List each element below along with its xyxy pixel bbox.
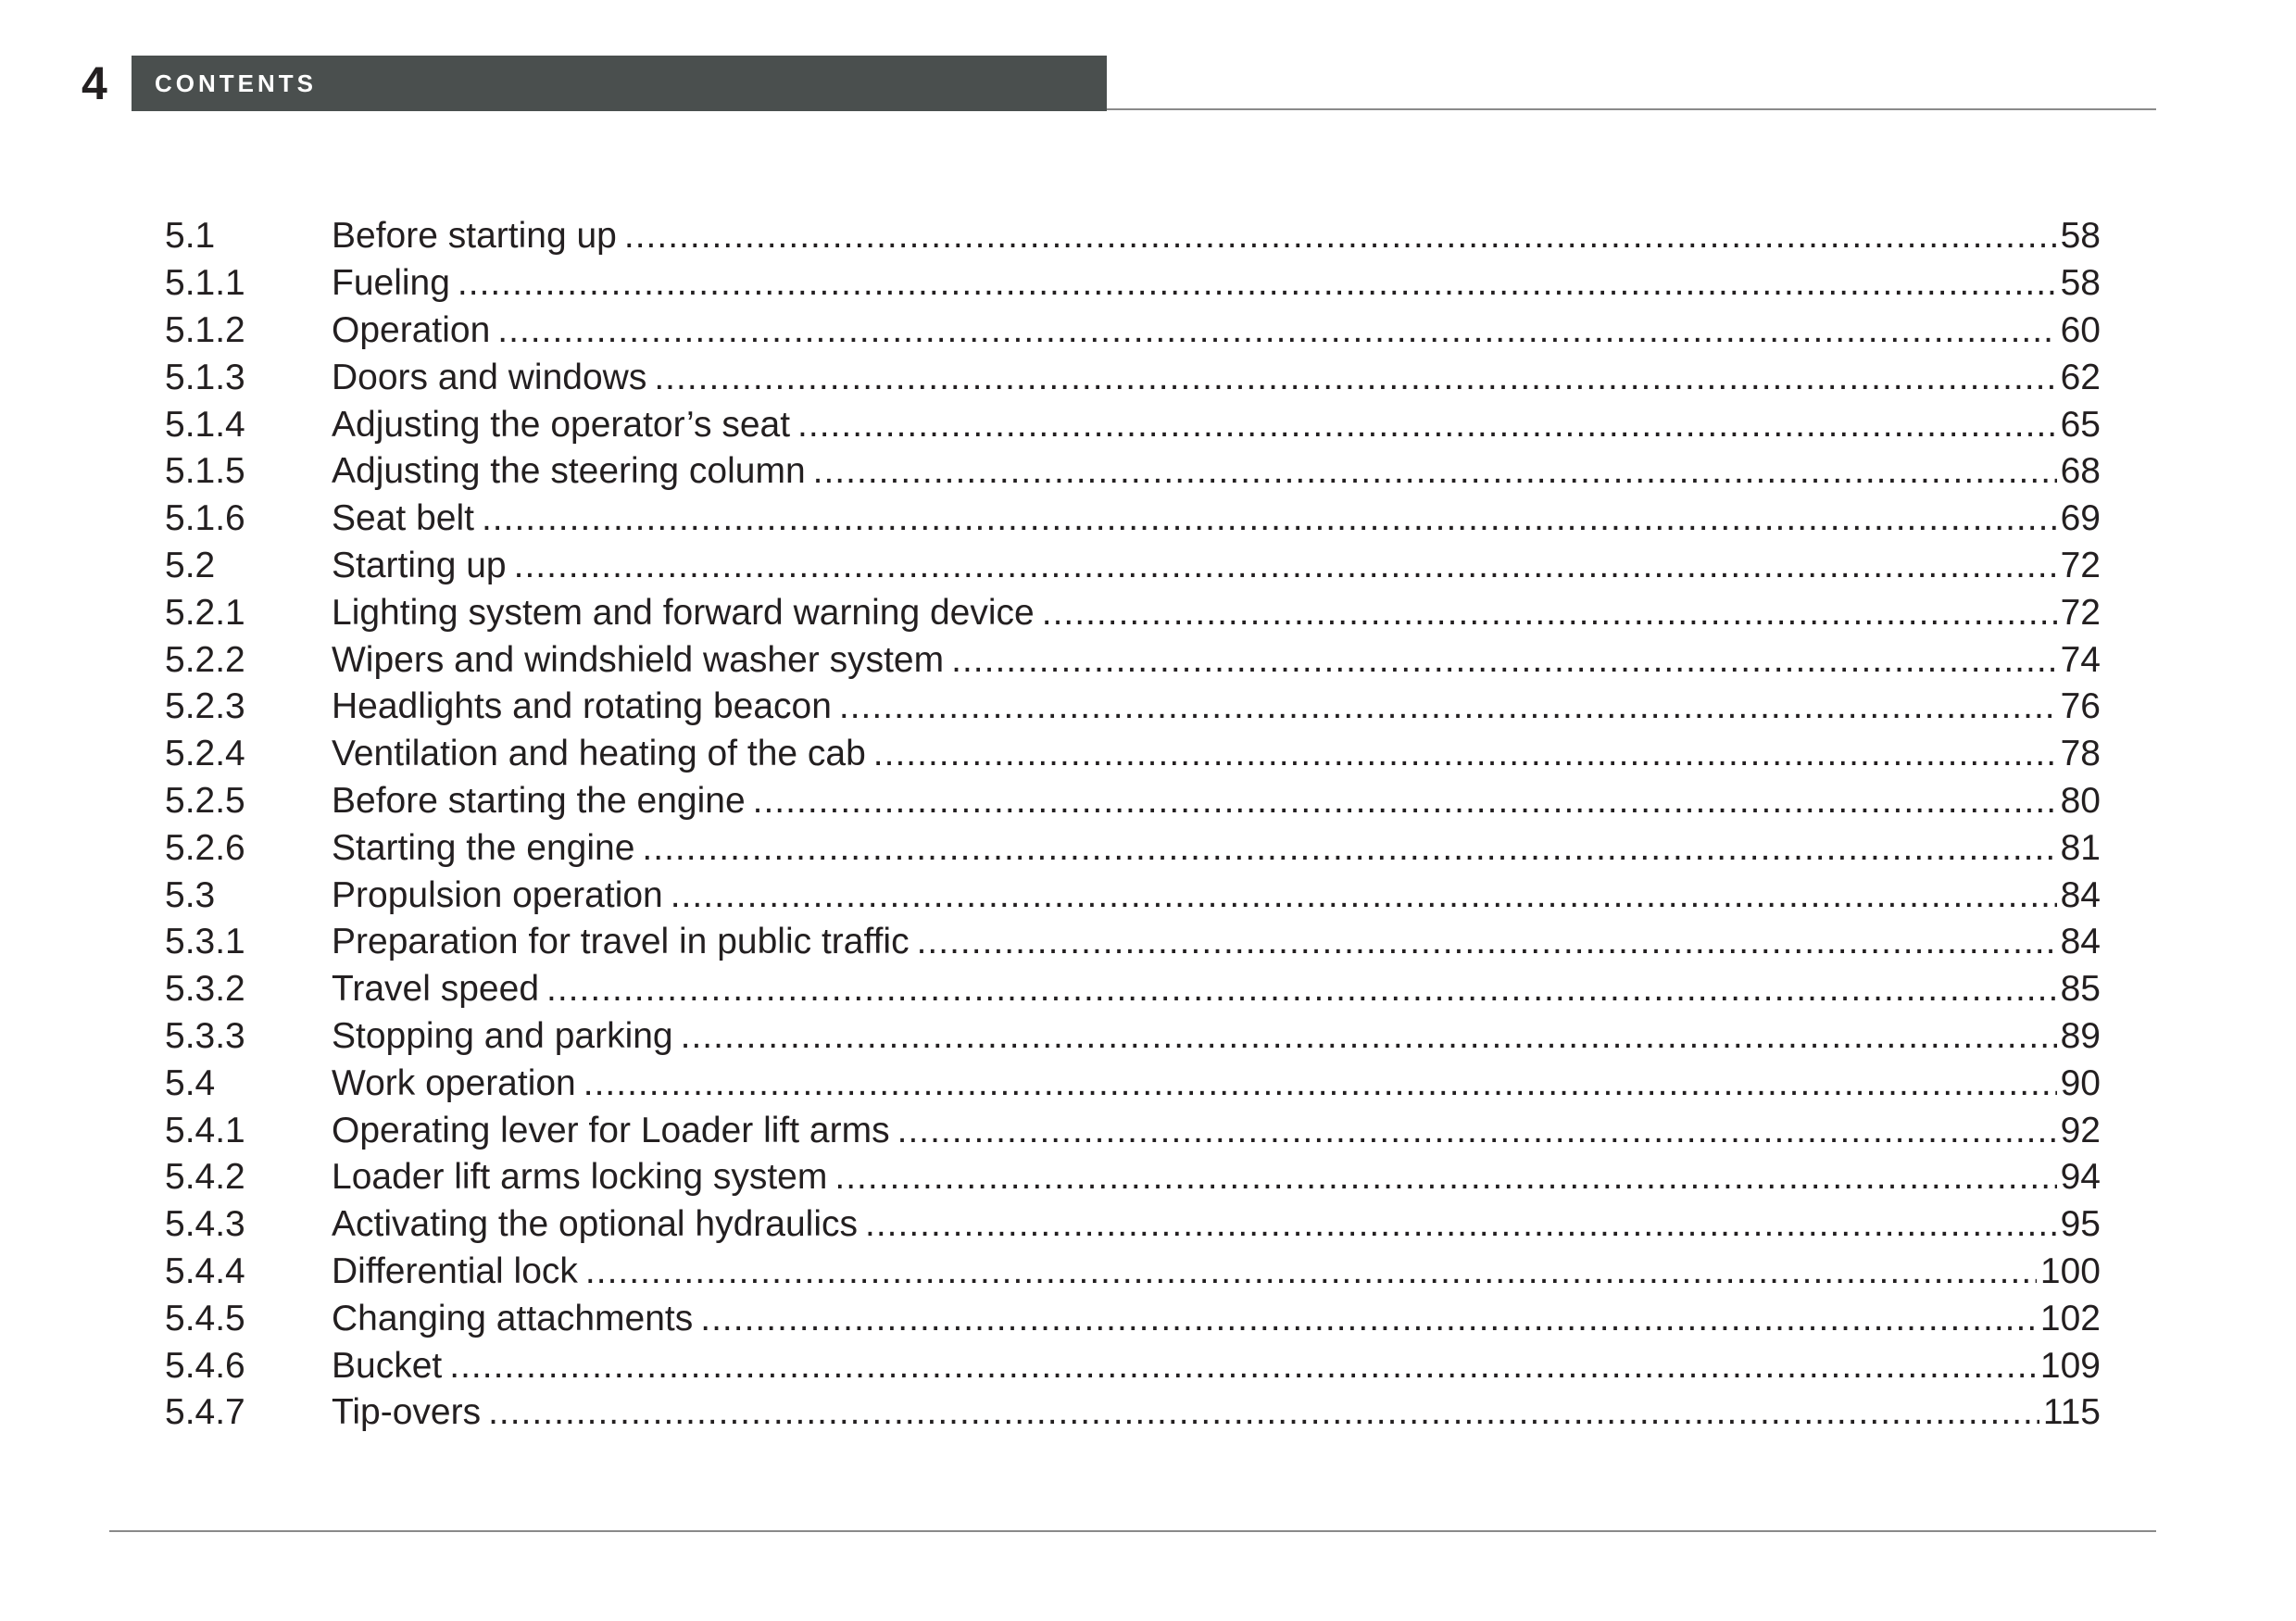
toc-entry-text xyxy=(332,686,2101,727)
toc-entry-text xyxy=(332,451,2101,492)
toc-entry-text xyxy=(332,1346,2101,1387)
page-number: 4 xyxy=(82,57,107,109)
toc-entry-number: 5.1.4 xyxy=(165,404,245,445)
section-header-bar xyxy=(132,56,1107,111)
toc-entry-page: 81 xyxy=(2060,827,2101,868)
toc-entry-number: 5.4.6 xyxy=(165,1345,245,1386)
toc-entry-text xyxy=(332,875,2101,916)
toc-leader-dots xyxy=(585,1251,2037,1292)
toc-entry-number: 5.2.1 xyxy=(165,592,245,633)
toc-entry-number: 5.1.3 xyxy=(165,357,245,397)
toc-entry[interactable] xyxy=(165,496,2101,543)
toc-entry-number: 5.2 xyxy=(165,545,216,585)
toc-entry-title: Wipers and windshield washer system xyxy=(332,639,945,680)
toc-entry[interactable] xyxy=(165,636,2101,684)
header-divider xyxy=(1107,108,2156,110)
toc-entry-number: 5.2.3 xyxy=(165,686,245,727)
toc-entry-page: 65 xyxy=(2060,404,2101,445)
toc-entry-page: 72 xyxy=(2060,592,2101,633)
toc-entry-title: Adjusting the steering column xyxy=(332,451,806,492)
toc-entry-number: 5.3 xyxy=(165,874,216,915)
toc-entry-text xyxy=(332,1392,2101,1433)
toc-entry-page: 84 xyxy=(2060,922,2101,962)
toc-entry-number: 5.1.6 xyxy=(165,498,245,539)
toc-entry-title: Preparation for travel in public traffic xyxy=(332,922,910,962)
toc-entry[interactable] xyxy=(165,824,2101,872)
toc-entry-text xyxy=(332,1016,2101,1057)
toc-leader-dots xyxy=(865,1204,2057,1245)
toc-entry[interactable] xyxy=(165,778,2101,825)
toc-entry-text xyxy=(332,546,2101,586)
toc-entry-page: 100 xyxy=(2039,1250,2101,1291)
toc-entry-title: Operating lever for Loader lift arms xyxy=(332,1110,890,1150)
toc-entry-page: 95 xyxy=(2060,1204,2101,1245)
toc-leader-dots xyxy=(654,358,2056,398)
toc-entry-text xyxy=(332,922,2101,962)
toc-leader-dots xyxy=(834,1157,2056,1198)
toc-entry-page: 62 xyxy=(2060,357,2101,397)
toc-leader-dots xyxy=(624,216,2057,257)
toc-entry-title: Lighting system and forward warning device xyxy=(332,592,1035,633)
toc-entry-text xyxy=(332,593,2101,634)
toc-leader-dots xyxy=(514,546,2057,586)
toc-entry-page: 109 xyxy=(2039,1345,2101,1386)
toc-entry-number: 5.4.7 xyxy=(165,1392,245,1433)
toc-leader-dots xyxy=(951,640,2057,681)
toc-entry[interactable] xyxy=(165,448,2101,496)
toc-entry-page: 94 xyxy=(2060,1157,2101,1198)
toc-entry-text xyxy=(332,1299,2101,1339)
toc-entry-number: 5.1 xyxy=(165,216,216,257)
toc-entry-page: 92 xyxy=(2060,1110,2101,1150)
toc-entry-number: 5.3.3 xyxy=(165,1015,245,1056)
toc-entry[interactable] xyxy=(165,1342,2101,1389)
toc-entry-title: Propulsion operation xyxy=(332,874,663,915)
toc-entry-text xyxy=(332,405,2101,446)
toc-leader-dots xyxy=(681,1016,2057,1057)
toc-entry-page: 60 xyxy=(2060,309,2101,350)
toc-entry-page: 69 xyxy=(2060,498,2101,539)
toc-leader-dots xyxy=(497,310,2056,351)
toc-entry-title: Before starting the engine xyxy=(332,780,746,821)
toc-leader-dots xyxy=(583,1063,2057,1104)
toc-entry-title: Loader lift arms locking system xyxy=(332,1157,828,1198)
toc-leader-dots xyxy=(897,1111,2057,1151)
toc-entry[interactable] xyxy=(165,1154,2101,1201)
toc-entry-title: Before starting up xyxy=(332,216,617,257)
toc-entry-title: Stopping and parking xyxy=(332,1015,673,1056)
toc-entry-number: 5.4 xyxy=(165,1062,216,1103)
toc-entry[interactable] xyxy=(165,308,2101,355)
toc-leader-dots xyxy=(813,451,2057,492)
toc-leader-dots xyxy=(797,405,2057,446)
toc-entry-number: 5.1.2 xyxy=(165,309,245,350)
toc-entry-text xyxy=(332,1251,2101,1292)
toc-entry[interactable] xyxy=(165,589,2101,636)
toc-entry-text xyxy=(332,358,2101,398)
toc-entry-number: 5.3.2 xyxy=(165,969,245,1010)
toc-entry-title: Seat belt xyxy=(332,498,474,539)
toc-entry[interactable] xyxy=(165,1107,2101,1154)
toc-entry-text xyxy=(332,1204,2101,1245)
toc-entry-number: 5.4.1 xyxy=(165,1110,245,1150)
toc-leader-dots xyxy=(753,781,2057,822)
toc-entry[interactable] xyxy=(165,1201,2101,1249)
toc-entry-text xyxy=(332,498,2101,539)
toc-entry-text xyxy=(332,828,2101,869)
toc-entry-title: Starting up xyxy=(332,545,507,585)
toc-leader-dots xyxy=(671,875,2057,916)
toc-leader-dots xyxy=(1042,593,2057,634)
toc-entry-page: 68 xyxy=(2060,451,2101,492)
toc-entry-page: 89 xyxy=(2060,1015,2101,1056)
toc-entry-number: 5.1.5 xyxy=(165,451,245,492)
toc-entry-page: 102 xyxy=(2039,1298,2101,1338)
toc-entry-number: 5.4.2 xyxy=(165,1157,245,1198)
toc-entry-title: Activating the optional hydraulics xyxy=(332,1204,858,1245)
toc-entry-page: 84 xyxy=(2060,874,2101,915)
toc-entry-number: 5.3.1 xyxy=(165,922,245,962)
toc-entry[interactable] xyxy=(165,354,2101,401)
toc-leader-dots xyxy=(700,1299,2037,1339)
toc-leader-dots xyxy=(449,1346,2037,1387)
toc-entry[interactable] xyxy=(165,872,2101,919)
toc-leader-dots xyxy=(488,1392,2039,1433)
toc-entry-title: Fueling xyxy=(332,263,450,304)
toc-entry-number: 5.4.3 xyxy=(165,1204,245,1245)
toc-entry[interactable] xyxy=(165,401,2101,448)
footer-divider xyxy=(109,1530,2156,1532)
toc-entry[interactable] xyxy=(165,543,2101,590)
toc-leader-dots xyxy=(873,734,2057,774)
toc-entry-title: Tip-overs xyxy=(332,1392,482,1433)
toc-entry-number: 5.4.5 xyxy=(165,1298,245,1338)
toc-entry-title: Adjusting the operator’s seat xyxy=(332,404,791,445)
toc-entry[interactable] xyxy=(165,731,2101,778)
toc-entry-title: Work operation xyxy=(332,1062,576,1103)
toc-entry-title: Changing attachments xyxy=(332,1298,694,1338)
toc-entry[interactable] xyxy=(165,919,2101,966)
toc-entry-number: 5.2.5 xyxy=(165,780,245,821)
toc-entry[interactable] xyxy=(165,260,2101,308)
section-title: CONTENTS xyxy=(155,69,317,97)
toc-entry-title: Bucket xyxy=(332,1345,443,1386)
toc-entry-page: 78 xyxy=(2060,734,2101,774)
toc-entry-text xyxy=(332,640,2101,681)
toc-leader-dots xyxy=(482,498,2057,539)
toc-entry-page: 74 xyxy=(2060,639,2101,680)
toc-leader-dots xyxy=(458,263,2057,304)
toc-entry[interactable] xyxy=(165,1249,2101,1296)
toc-entry-number: 5.1.1 xyxy=(165,263,245,304)
toc-entry-text xyxy=(332,310,2101,351)
toc-entry-text xyxy=(332,1063,2101,1104)
toc-entry[interactable] xyxy=(165,213,2101,260)
toc-leader-dots xyxy=(917,922,2057,962)
toc-entry[interactable] xyxy=(165,1013,2101,1061)
toc-entry-text xyxy=(332,781,2101,822)
toc-entry-text xyxy=(332,263,2101,304)
toc-entry-title: Headlights and rotating beacon xyxy=(332,686,832,727)
toc-entry-number: 5.4.4 xyxy=(165,1250,245,1291)
toc-entry[interactable] xyxy=(165,684,2101,731)
toc-leader-dots xyxy=(546,969,2057,1010)
toc-entry-page: 90 xyxy=(2060,1062,2101,1103)
toc-leader-dots xyxy=(642,828,2056,869)
toc-entry-text xyxy=(332,1157,2101,1198)
toc-entry-page: 72 xyxy=(2060,545,2101,585)
toc-entry-number: 5.2.6 xyxy=(165,827,245,868)
toc-entry-page: 58 xyxy=(2060,263,2101,304)
toc-entry-text xyxy=(332,216,2101,257)
toc-leader-dots xyxy=(839,686,2057,727)
toc-entry-title: Doors and windows xyxy=(332,357,647,397)
toc-entry[interactable] xyxy=(165,1295,2101,1342)
toc-entry-number: 5.2.2 xyxy=(165,639,245,680)
toc-entry-title: Operation xyxy=(332,309,491,350)
table-of-contents xyxy=(165,213,2101,1437)
toc-entry[interactable] xyxy=(165,1060,2101,1107)
toc-entry-number: 5.2.4 xyxy=(165,734,245,774)
toc-entry-page: 115 xyxy=(2042,1392,2101,1433)
toc-entry-title: Travel speed xyxy=(332,969,540,1010)
toc-entry-text xyxy=(332,1111,2101,1151)
toc-entry-page: 76 xyxy=(2060,686,2101,727)
toc-entry-page: 80 xyxy=(2060,780,2101,821)
toc-entry-page: 85 xyxy=(2060,969,2101,1010)
toc-entry-page: 58 xyxy=(2060,216,2101,257)
toc-entry[interactable] xyxy=(165,1389,2101,1437)
toc-entry-text xyxy=(332,734,2101,774)
toc-entry-text xyxy=(332,969,2101,1010)
toc-entry-title: Differential lock xyxy=(332,1250,578,1291)
toc-entry-title: Starting the engine xyxy=(332,827,635,868)
toc-entry-title: Ventilation and heating of the cab xyxy=(332,734,866,774)
toc-entry[interactable] xyxy=(165,966,2101,1013)
